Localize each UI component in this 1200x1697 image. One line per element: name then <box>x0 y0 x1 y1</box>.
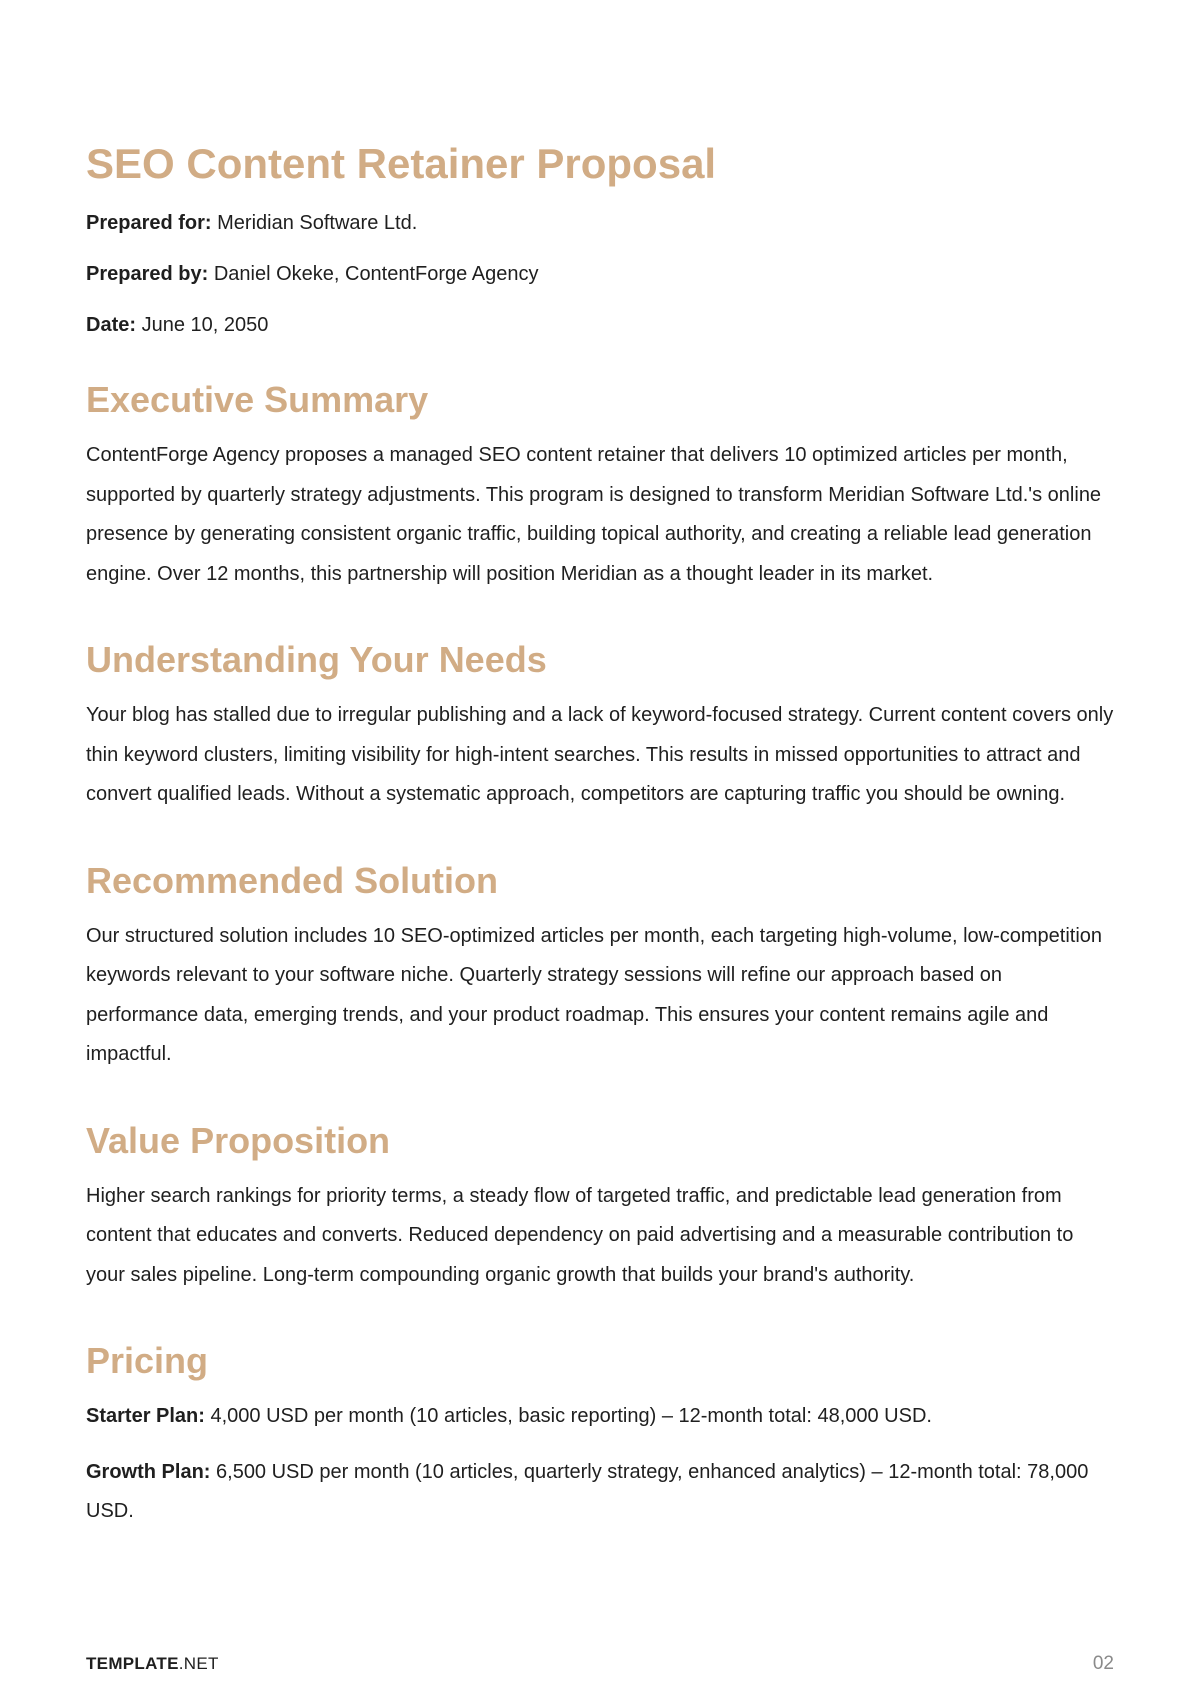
starter-plan-line <box>86 1397 1114 1437</box>
brand-logo <box>86 1654 219 1674</box>
starter-plan-label: Starter Plan: <box>86 1405 205 1427</box>
brand-logo-light: .NET <box>178 1654 219 1673</box>
prepared-for-value: Meridian Software Ltd. <box>211 212 418 234</box>
recommended-solution-body: Our structured solution includes 10 SEO-optimized articles per month, each targeting high-volume, low-competition keywords relevant to your software niche. Quarterly strategy sessions will refine our approach based on performance data, emerging trends, and your product roadmap. This ensures your content remains agile and impactful. <box>86 924 1103 1065</box>
brand-logo-bold: TEMPLATE <box>86 1654 179 1673</box>
prepared-for-label: Prepared for: <box>86 212 212 234</box>
page-number: 02 <box>1092 1653 1114 1674</box>
prepared-by-label: Prepared by: <box>86 263 209 285</box>
prepared-by-value: Daniel Okeke, ContentForge Agency <box>208 263 539 285</box>
understanding-needs-body: Your blog has stalled due to irregular publishing and a lack of keyword-focused strategy. Current content covers only thin keyword clusters, limiting visibility for high-intent searches. This results in missed opportunities to attract and convert qualified leads. Without a systematic approach, competitors are capturing traffic you should be owning. <box>86 704 1114 805</box>
executive-summary-body: ContentForge Agency proposes a managed SEO content retainer that delivers 10 optimized articles per month, supported by quarterly strategy adjustments. This program is designed to transform Meridian Software Ltd.'s online presence by generating consistent organic traffic, building topical authority, and creating a reliable lead generation engine. Over 12 months, this partnership will position Meridian as a thought leader in its market. <box>86 444 1102 585</box>
document-title: SEO Content Retainer Proposal <box>86 140 717 187</box>
starter-plan-value: 4,000 USD per month (10 articles, basic reporting) – 12-month total: 48,000 USD. <box>204 1405 932 1427</box>
growth-plan-label: Growth Plan: <box>86 1460 211 1483</box>
value-proposition-heading: Value Proposition <box>86 1119 391 1161</box>
prepared-for-line <box>86 208 1114 238</box>
page-footer <box>86 1652 1114 1676</box>
growth-plan-line <box>86 1453 1114 1532</box>
date-label: Date: <box>86 314 137 336</box>
value-proposition-body: Higher search rankings for priority terms, a steady flow of targeted traffic, and predictable lead generation from content that educates and converts. Reduced dependency on paid advertising and a measurable contribution to your sales pipeline. Long-term compounding organic growth that builds your brand's authority. <box>86 1184 1074 1286</box>
executive-summary-heading: Executive Summary <box>86 379 429 420</box>
understanding-needs-heading: Understanding Your Needs <box>86 639 547 680</box>
prepared-by-line <box>86 259 1114 289</box>
growth-plan-value: 6,500 USD per month (10 articles, quarterly strategy, enhanced analytics) – 12-month total: 78,000 USD. <box>86 1460 1089 1522</box>
pricing-heading: Pricing <box>86 1340 209 1381</box>
date-line <box>86 310 1114 340</box>
recommended-solution-heading: Recommended Solution <box>86 859 499 901</box>
date-value: June 10, 2050 <box>136 314 269 336</box>
